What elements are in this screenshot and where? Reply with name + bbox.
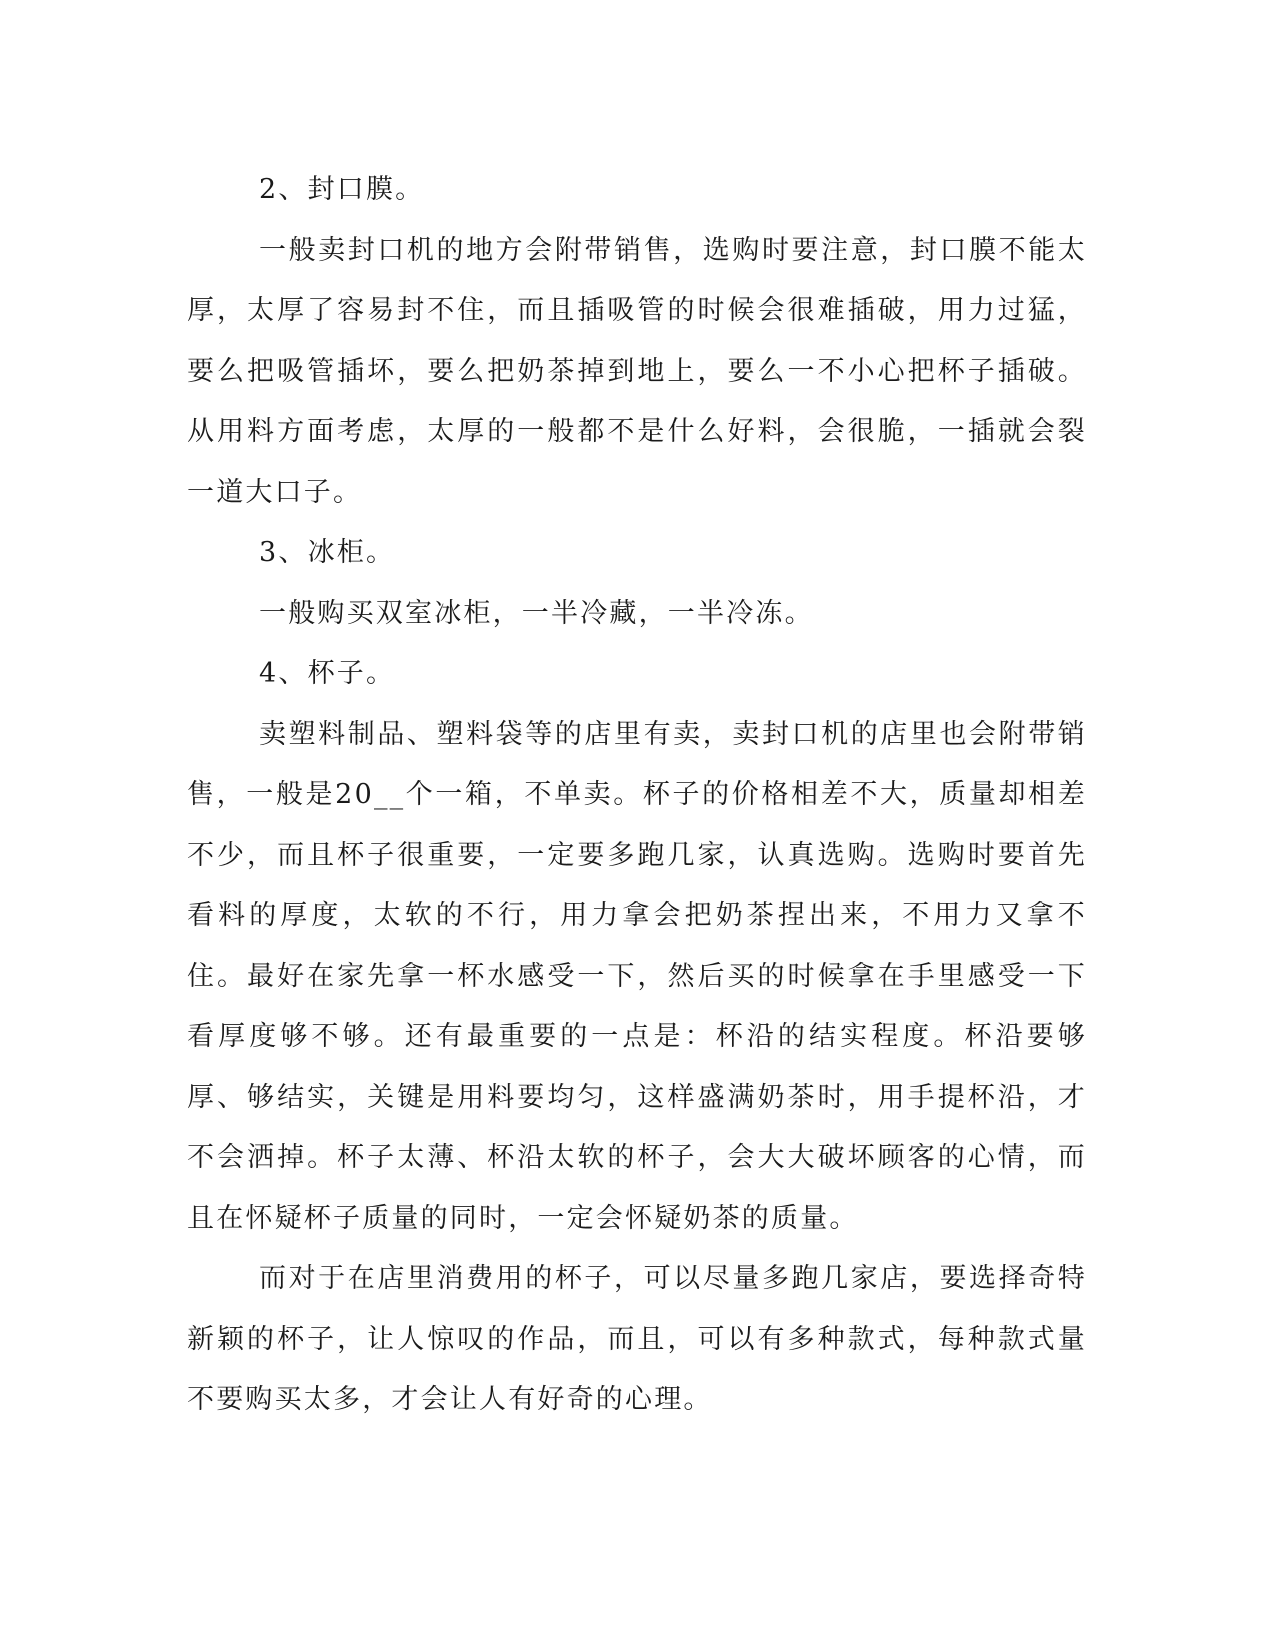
paragraph-freezer: 一般购买双室冰柜，一半冷藏，一半冷冻。 (259, 597, 814, 629)
document-body (187, 160, 1087, 1431)
paragraph-in-store-cups: 而对于在店里消费用的杯子，可以尽量多跑几家店，要选择奇特新颖的杯子，让人惊叹的作品，而且，可以有多种款式，每种款式量不要购买太多，才会让人有好奇的心理。 (187, 1263, 1087, 1415)
paragraph-cups: 卖塑料制品、塑料袋等的店里有卖，卖封口机的店里也会附带销售，一般是20__个一箱，不单卖。杯子的价格相差不大，质量却相差不少，而且杯子很重要，一定要多跑几家，认真选购。选购时要首先看料的厚度，太软的不行，用力拿会把奶茶捏出来，不用力又拿不住。最好在家先拿一杯水感受一下，然后买的时候拿在手里感受一下看厚度够不够。还有最重要的一点是：杯沿的结实程度。杯沿要够厚、够结实，关键是用料要均匀，这样盛满奶茶时，用手提杯沿，才不会洒掉。杯子太薄、杯沿太软的杯子，会大大破坏顾客的心情，而且在怀疑杯子质量的同时，一定会怀疑奶茶的质量。 (187, 718, 1087, 1234)
heading-cups: 4、杯子。 (259, 658, 396, 689)
heading-sealing-film: 2、封口膜。 (259, 174, 425, 205)
heading-freezer: 3、冰柜。 (259, 537, 396, 568)
paragraph-sealing-film: 一般卖封口机的地方会附带销售，选购时要注意，封口膜不能太厚，太厚了容易封不住，而且插吸管的时候会很难插破，用力过猛，要么把吸管插坏，要么把奶茶掉到地上，要么一不小心把杯子插破。从用料方面考虑，太厚的一般都不是什么好料，会很脆，一插就会裂一道大口子。 (187, 234, 1087, 508)
